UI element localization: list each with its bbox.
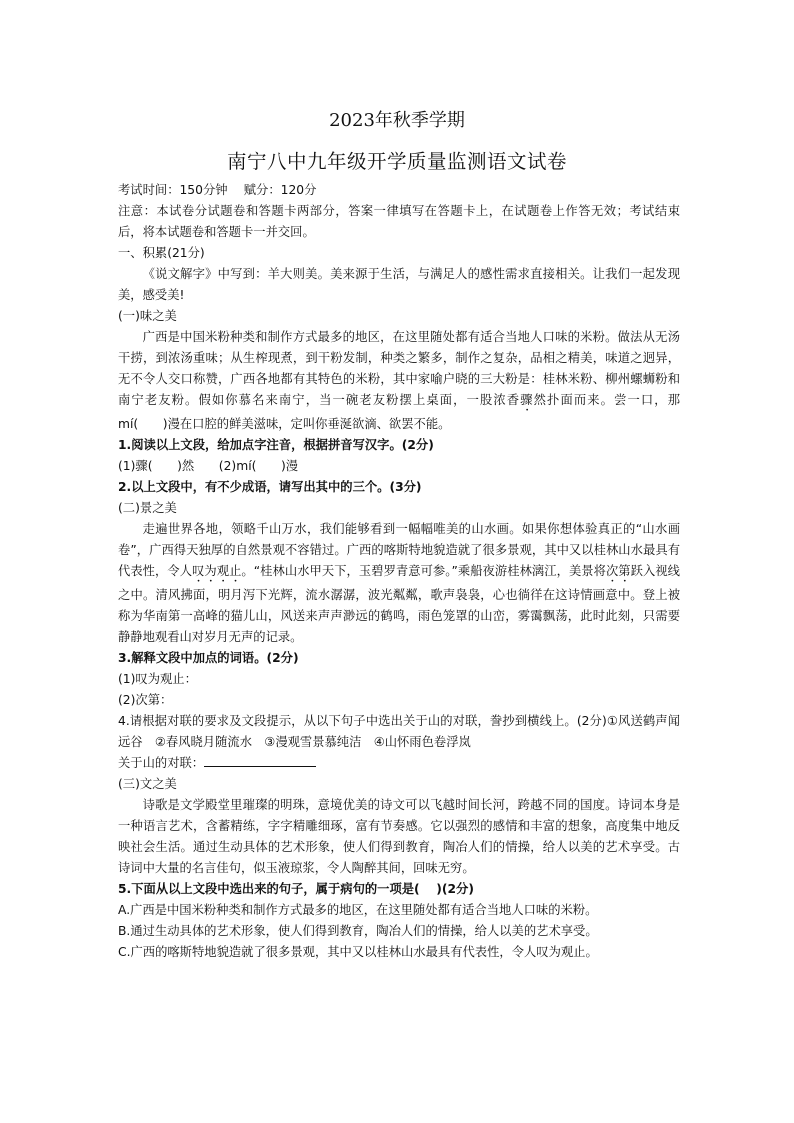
exam-body xyxy=(118,180,680,963)
part2-emph-2: 次第 xyxy=(605,564,631,578)
exam-title: 南宁八中九年级开学质量监测语文试卷 xyxy=(226,150,567,173)
question-4-answer-label: 关于山的对联： xyxy=(118,756,205,770)
part1-emph-word: 骤 xyxy=(520,393,534,407)
answer-line xyxy=(204,753,316,767)
question-5: 5.下面从以上文段中选出来的句子，属于病句的一项是( )(2分) xyxy=(118,882,474,896)
part2-heading: (二)景之美 xyxy=(118,501,177,515)
question-3-1: (1)叹为观止： xyxy=(118,672,197,686)
section1-heading: 一、积累(21分) xyxy=(118,246,205,260)
exam-info: 考试时间：150分钟 赋分：120分 xyxy=(118,183,317,197)
part3-heading: (三)文之美 xyxy=(118,777,177,791)
section1-intro: 《说文解字》中写到：羊大则美。美来源于生活，与满足人的感性需求直接相关。让我们一起发现美，感受美! xyxy=(118,267,680,302)
part2-passage-c: 跃入视线之中。清风拂面，明月泻下光辉，流水潺潺，波光粼粼，歌声袅袅，心也徜徉在这诗情画意中。登上被称为华南第一高峰的猫儿山，风送来声声渺远的鹤鸣，雨色笼罩的山峦，雾霭飘荡，此时此刻，只需要静静地观看山对岁月无声的记录。 xyxy=(118,564,680,644)
part1-passage xyxy=(118,327,680,435)
option-a: A.广西是中国米粉种类和制作方式最多的地区，在这里随处都有适合当地人口味的米粉。 xyxy=(118,903,598,917)
part3-passage: 诗歌是文学殿堂里璀璨的明珠，意境优美的诗文可以飞越时间长河，跨越不同的国度。诗词本身是一种语言艺术，含蓄精练，字字精雕细琢，富有节奏感。它以强烈的感情和丰富的想象，高度集中地反映社会生活。通过生动具体的艺术形象，使人们得到教育，陶冶人们的情操，给人以美的艺术享受。古诗词中大量的名言佳句，似玉液琼浆，令人陶醉其间，回味无穷。 xyxy=(118,798,680,875)
part2-passage xyxy=(118,519,680,648)
option-c: C.广西的喀斯特地貌造就了很多景观，其中又以桂林山水最具有代表性，令人叹为观止。 xyxy=(118,945,598,959)
question-3-2: (2)次第： xyxy=(118,693,173,707)
term-title: 2023年秋季学期 xyxy=(329,110,465,131)
notice: 注意：本试卷分试题卷和答题卡两部分，答案一律填写在答题卡上，在试题卷上作答无效；考试结束后，将本试题卷和答题卡一并交回。 xyxy=(118,204,680,239)
question-4-answer xyxy=(118,753,680,774)
question-2: 2.以上文段中，有不少成语，请写出其中的三个。(3分) xyxy=(118,480,422,494)
part2-passage-b: 。“桂林山水甲天下，玉碧罗青意可参。”乘船夜游桂林漓江，美景将 xyxy=(241,564,606,578)
part1-passage-a: 广西是中国米粉种类和制作方式最多的地区，在这里随处都有适合当地人口味的米粉。做法从无汤干捞，到浓汤重味；从生榨现煮，到干粉发制，种类之繁多，制作之复杂，品相之精美，味道之迥异，无不令人交口称赞，广西各地都有其特色的米粉，其中家喻户晓的三大粉是：桂林米粉、柳州螺蛳粉和南宁老友粉。假如你慕名来南宁，当一碗老友粉摆上桌面，一股浓香 xyxy=(118,330,680,407)
part2-emph-1: 叹为观止 xyxy=(192,564,242,578)
question-1-blanks: (1)骤( )然 (2)mí( )漫 xyxy=(118,459,299,473)
option-b: B.通过生动具体的艺术形象，使人们得到教育，陶冶人们的情操，给人以美的艺术享受。 xyxy=(118,924,598,938)
part2-passage-a: 走遍世界各地，领略千山万水，我们能够看到一幅幅唯美的山水画。如果你想体验真正的“山水画卷”，广西得天独厚的自然景观不容错过。广西的喀斯特地貌造就了很多景观，其中又以桂林山水最具有代表性，令人 xyxy=(118,522,680,578)
question-1: 1.阅读以上文段，给加点字注音，根据拼音写汉字。(2分) xyxy=(118,438,434,452)
question-3: 3.解释文段中加点的词语。(2分) xyxy=(118,651,299,665)
part1-passage-b: 然扑面而来。尝一口，那 mí( )漫在口腔的鲜美滋味，定叫你垂涎欲滴、欲罢不能。 xyxy=(118,393,680,431)
question-4: 4.请根据对联的要求及文段提示，从以下句子中选出关于山的对联，誊抄到横线上。(2分)①风送鹤声闻远谷 ②春风晓月随流水 ③漫观雪景慕纯洁 ④山怀雨色卷浮岚 xyxy=(118,714,680,749)
part1-heading: (一)味之美 xyxy=(118,309,177,323)
